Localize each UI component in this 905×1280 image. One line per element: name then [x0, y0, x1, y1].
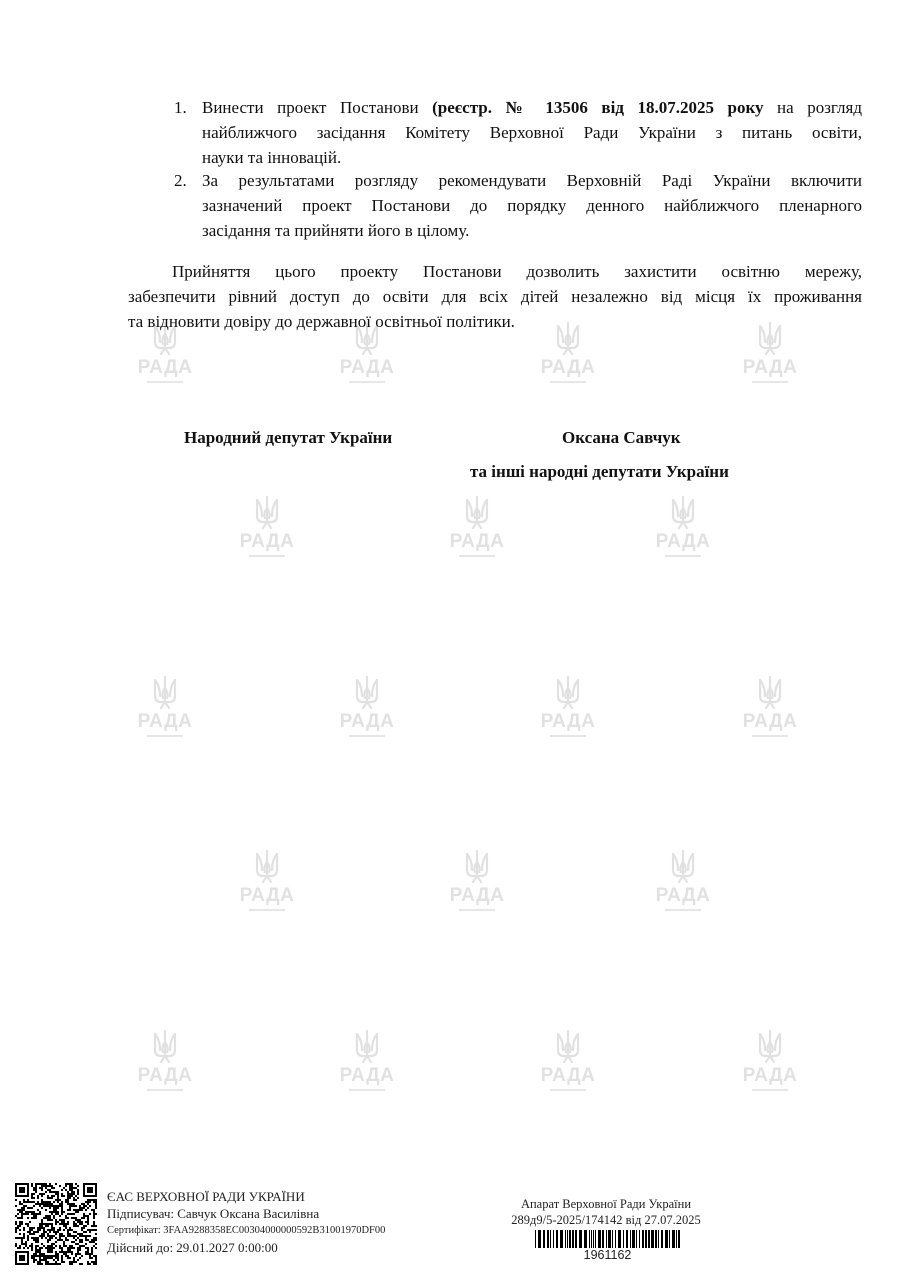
watermark	[735, 676, 805, 750]
watermark-word: РАДА	[137, 711, 193, 732]
trident-icon	[757, 1030, 783, 1064]
watermark	[442, 496, 512, 570]
trident-icon	[555, 676, 581, 710]
watermark-word: РАДА	[239, 885, 295, 906]
watermark-word: РАДА	[655, 531, 711, 552]
watermark-word: РАДА	[339, 1065, 395, 1086]
watermark	[533, 1030, 603, 1104]
valid-until: Дійсний до: 29.01.2027 0:00:00	[107, 1240, 278, 1255]
list-item-text: За результатами розгляду рекомендувати Верховній Раді України включити	[202, 171, 862, 190]
list-item-text: засідання та прийняти його в цілому.	[202, 221, 470, 240]
paragraph-line: та відновити довіру до державної освітньої політики.	[128, 312, 515, 331]
paragraph-line: Прийняття цього проекту Постанови дозволить захистити освітню мережу,	[172, 262, 862, 281]
list-item-number: 1.	[174, 98, 187, 117]
watermark-word: РАДА	[540, 357, 596, 378]
watermark	[735, 1030, 805, 1104]
watermark-word: РАДА	[540, 711, 596, 732]
trident-icon	[354, 1030, 380, 1064]
trident-icon	[152, 1030, 178, 1064]
certificate: Сертифікат: 3FAA9288358EC00304000000592B31001970DF00	[107, 1225, 386, 1236]
barcode-number: 1961162	[583, 1248, 632, 1262]
body-paragraph	[128, 259, 862, 334]
co-signatories: та інші народні депутати України	[470, 462, 729, 481]
watermark	[232, 496, 302, 570]
watermark	[130, 676, 200, 750]
trident-icon	[254, 496, 280, 530]
trident-icon	[670, 496, 696, 530]
watermark-word: РАДА	[742, 711, 798, 732]
trident-icon	[757, 676, 783, 710]
watermark	[232, 850, 302, 924]
list-item-text: науки та інновацій.	[202, 148, 342, 167]
trident-icon	[254, 850, 280, 884]
list-item-text: найближчого засідання Комітету Верховної Ради України з питань освіти,	[202, 123, 862, 142]
list-item-text: Винести проект Постанови	[202, 98, 433, 117]
watermark-word: РАДА	[742, 357, 798, 378]
trident-icon	[464, 496, 490, 530]
registration-number: 289д9/5-2025/174142 від 27.07.2025	[511, 1213, 701, 1227]
watermark	[332, 676, 402, 750]
trident-icon	[354, 676, 380, 710]
e-signature-block	[107, 1188, 385, 1256]
signer: Підписувач: Савчук Оксана Василівна	[107, 1206, 320, 1221]
trident-icon	[670, 850, 696, 884]
watermark-word: РАДА	[742, 1065, 798, 1086]
watermark-word: РАДА	[239, 531, 295, 552]
watermark	[130, 1030, 200, 1104]
qr-code-icon	[15, 1183, 97, 1265]
registration-stamp	[496, 1196, 716, 1228]
registration-reference: (реєстр. № 13506 від 18.07.2025 року	[432, 98, 764, 117]
paragraph-line: забезпечити рівний доступ до освіти для всіх дітей незалежно від місця їх проживання	[128, 287, 862, 306]
list-item-number: 2.	[174, 171, 187, 190]
signatory-position: Народний депутат України	[184, 428, 393, 447]
watermark-word: РАДА	[655, 885, 711, 906]
watermark-word: РАДА	[137, 1065, 193, 1086]
system-name: ЄАС ВЕРХОВНОЇ РАДИ УКРАЇНИ	[107, 1189, 305, 1204]
watermark-word: РАДА	[449, 531, 505, 552]
watermark-word: РАДА	[137, 357, 193, 378]
watermark	[442, 850, 512, 924]
watermark	[648, 496, 718, 570]
trident-icon	[555, 1030, 581, 1064]
barcode-icon	[535, 1230, 680, 1248]
list-item-text: зазначений проект Постанови до порядку денного найближчого пленарного	[202, 196, 862, 215]
signatory-name: Оксана Савчук	[562, 428, 681, 447]
office-name: Апарат Верховної Ради України	[520, 1197, 692, 1211]
watermark	[332, 1030, 402, 1104]
watermark	[533, 676, 603, 750]
watermark-word: РАДА	[449, 885, 505, 906]
trident-icon	[152, 676, 178, 710]
watermark-word: РАДА	[339, 711, 395, 732]
watermark-word: РАДА	[339, 357, 395, 378]
list-item-text: на розгляд	[763, 98, 862, 117]
watermark-word: РАДА	[540, 1065, 596, 1086]
trident-icon	[464, 850, 490, 884]
watermark	[648, 850, 718, 924]
